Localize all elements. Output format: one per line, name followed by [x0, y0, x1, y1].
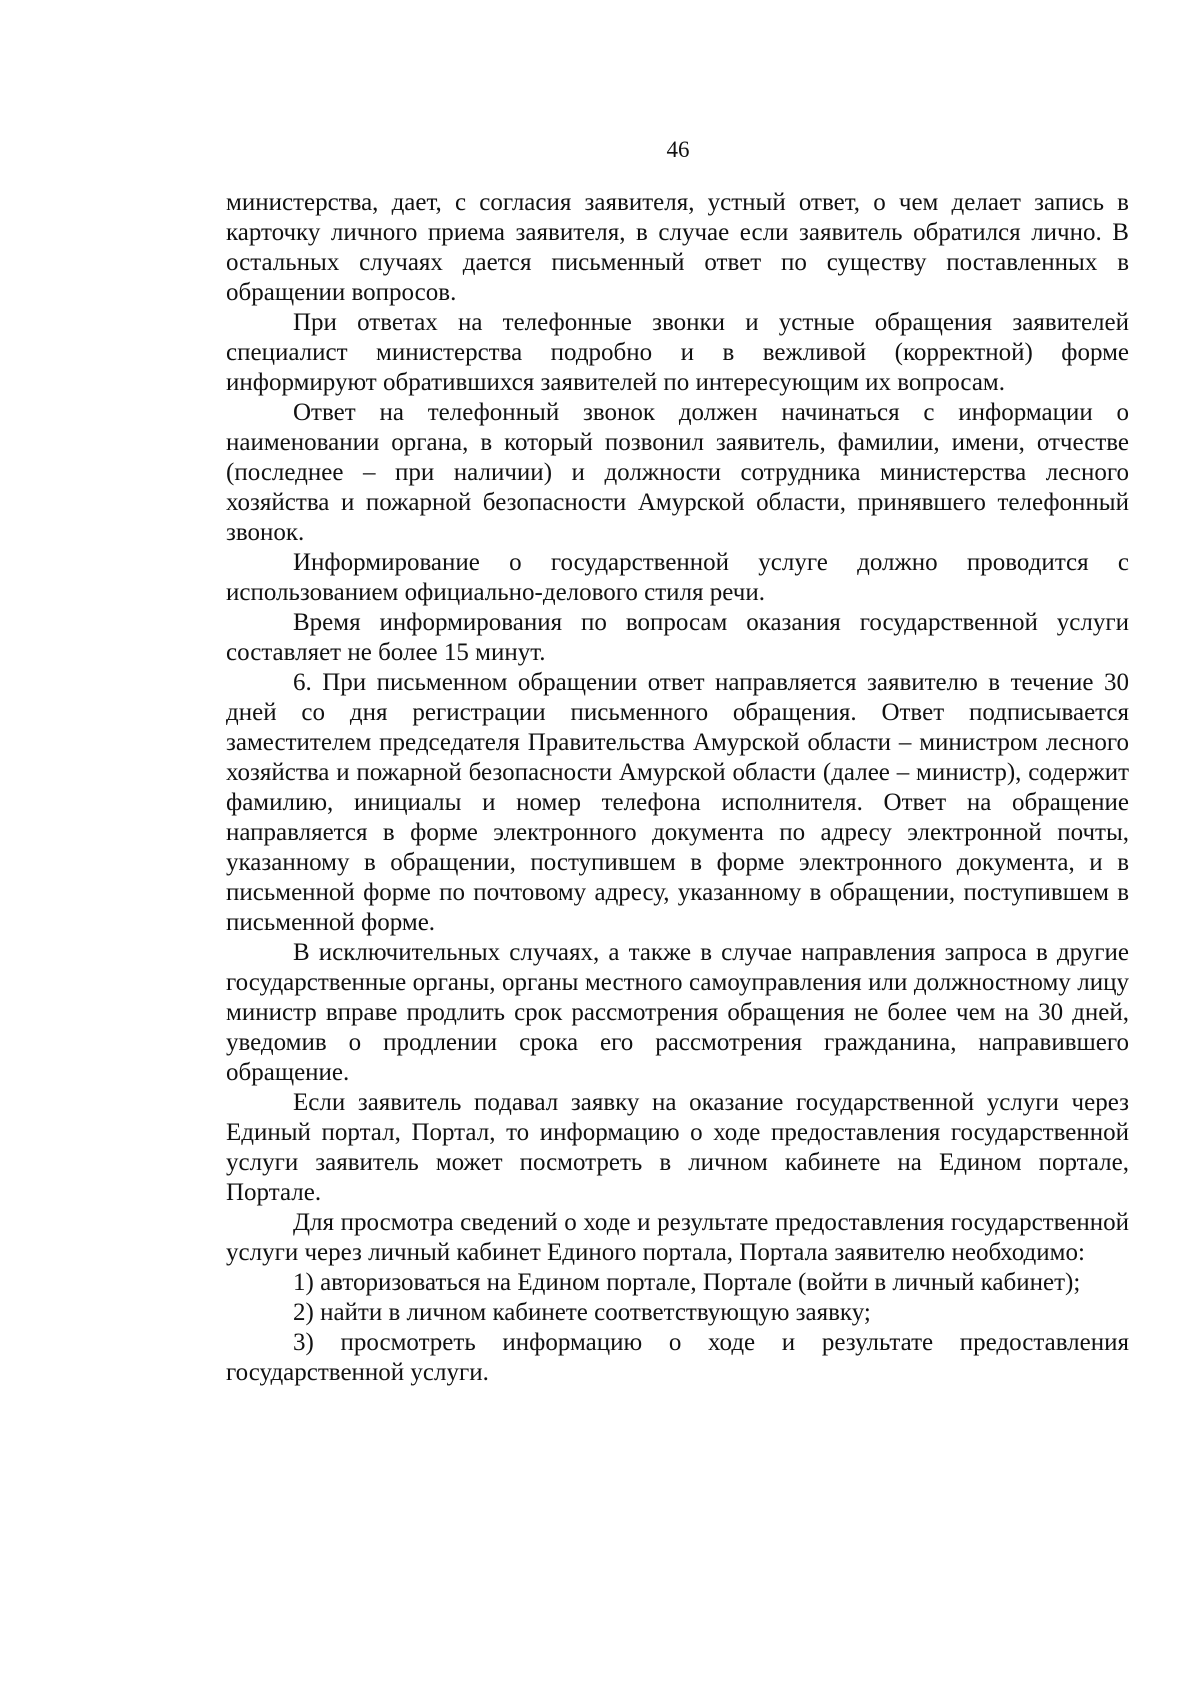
paragraph-written-request: 6. При письменном обращении ответ направляется заявителю в течение 30 дней со дня регистрации письменного обращения. Ответ подписывается заместителем председателя Правительства Амурской области – министром лесного хозяйства и пожарной безопасности Амурской области (далее – министр), содержит фамилию, инициалы и номер телефона исполнителя. Ответ на обращение направляется в форме электронного документа по адресу электронной почты, указанному в обращении, поступившем в форме электронного документа, и в письменной форме по почтовому адресу, указанному в обращении, поступившем в письменной форме.	[226, 669, 1129, 936]
paragraph-style: Информирование о государственной услуге должно проводится с использованием официально-делового стиля речи.	[226, 549, 1129, 606]
list-item-step-1: 1) авторизоваться на Едином портале, Портале (войти в личный кабинет);	[293, 1269, 1081, 1296]
page-number: 46	[666, 137, 690, 162]
paragraph-portal-steps-intro: Для просмотра сведений о ходе и результате предоставления государственной услуги через личный кабинет Единого портала, Портала заявителю необходимо:	[226, 1209, 1129, 1266]
document-body	[226, 188, 1129, 1388]
list-item-step-2: 2) найти в личном кабинете соответствующую заявку;	[293, 1299, 871, 1326]
paragraph-continuation: министерства, дает, с согласия заявителя, устный ответ, о чем делает запись в карточку личного приема заявителя, в случае если заявитель обратился лично. В остальных случаях дается письменный ответ по существу поставленных в обращении вопросов.	[226, 189, 1129, 306]
list-item-step-3: 3) просмотреть информацию о ходе и результате предоставления государственной услуги.	[226, 1329, 1129, 1386]
paragraph-phone-answers: При ответах на телефонные звонки и устные обращения заявителей специалист министерства подробно и в вежливой (корректной) форме информируют обратившихся заявителей по интересующим их вопросам.	[226, 309, 1129, 396]
paragraph-duration: Время информирования по вопросам оказания государственной услуги составляет не более 15 минут.	[226, 609, 1129, 666]
paragraph-phone-greeting: Ответ на телефонный звонок должен начинаться с информации о наименовании органа, в который позвонил заявитель, фамилии, имени, отчестве (последнее – при наличии) и должности сотрудника министерства лесного хозяйства и пожарной безопасности Амурской области, принявшего телефонный звонок.	[226, 399, 1129, 546]
paragraph-portal-status: Если заявитель подавал заявку на оказание государственной услуги через Единый портал, Портал, то информацию о ходе предоставления государственной услуги заявитель может посмотреть в личном кабинете на Едином портале, Портале.	[226, 1089, 1129, 1206]
paragraph-exceptional-cases: В исключительных случаях, а также в случае направления запроса в другие государственные органы, органы местного самоуправления или должностному лицу министр вправе продлить срок рассмотрения обращения не более чем на 30 дней, уведомив о продлении срока его рассмотрения гражданина, направившего обращение.	[226, 939, 1129, 1086]
